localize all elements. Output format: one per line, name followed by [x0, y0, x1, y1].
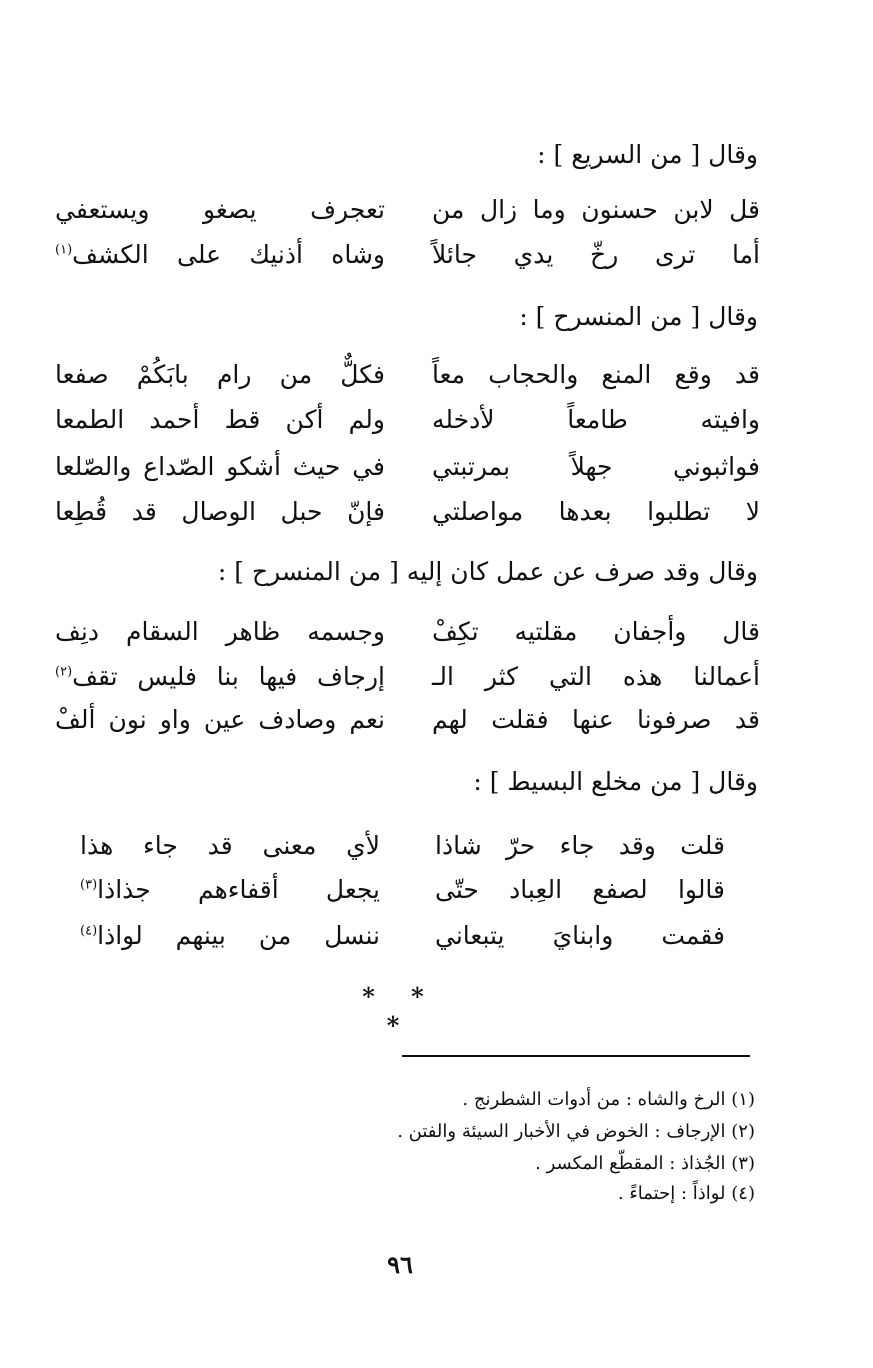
poem-intro: وقال [ من المنسرح ] :: [519, 302, 758, 331]
verse-line: [55, 355, 760, 395]
verse-line: [55, 190, 760, 230]
verse-second-hemistich: لأي معنى قد جاء هذا: [80, 831, 380, 860]
verse-first-hemistich: أعمالنا هذه التي كثر الـ: [432, 662, 760, 691]
verse-second-hemistich: في حيث أشكو الصّداع والصّلعا: [55, 452, 385, 481]
verse-first-hemistich: قالوا لصفع العِباد حتّى: [435, 875, 725, 904]
footnote: (١) الرخ والشاه : من أدوات الشطرنج .: [462, 1089, 755, 1110]
verse-first-hemistich: قلت وقد جاء حرّ شاذا: [435, 831, 725, 860]
verse-line: [55, 447, 760, 487]
footnote: (٣) الجُذاذ : المقطّع المكسر .: [535, 1153, 755, 1174]
verse-line: [55, 400, 760, 440]
verse-second-hemistich: نعم وصادف عين واو نون ألفْ: [55, 705, 385, 734]
poem-intro: وقال [ من السريع ] :: [537, 140, 758, 169]
verse-second-hemistich: فكلٌّ من رام بابَكُمْ صفعا: [55, 360, 385, 389]
footnote: (٢) الإرجاف : الخوض في الأخبار السيئة والفتن .: [397, 1121, 755, 1142]
footnote-divider: [402, 1055, 750, 1057]
verse-second-hemistich: تعجرف يصغو ويستعفي: [55, 195, 385, 224]
poem-intro: وقال وقد صرف عن عمل كان إليه [ من المنسرح ] :: [217, 557, 758, 586]
verse-second-hemistich: ولم أكن قط أحمد الطمعا: [55, 405, 385, 434]
footnote-marker: (٤): [80, 923, 98, 939]
verse-line: [55, 657, 760, 697]
poem-intro: وقال [ من مخلع البسيط ] :: [473, 767, 758, 796]
hemistich-text: إرجاف فيها بنا فليس تقف: [72, 662, 385, 691]
verse-line: [80, 870, 725, 910]
hemistich-text: يجعل أقفاءهم جذاذا: [97, 875, 380, 904]
hemistich-text: وشاه أذنيك على الكشف: [72, 240, 385, 269]
footnote-marker: (٢): [55, 664, 73, 680]
verse-line: [80, 826, 725, 866]
section-separator: * * *: [362, 982, 438, 1040]
verse-line: [80, 916, 725, 956]
page-number: ٩٦: [387, 1250, 413, 1279]
verse-line: [55, 235, 760, 275]
hemistich-text: ننسل من بينهم لواذا: [97, 921, 380, 950]
verse-first-hemistich: أما ترى رخّ يدي جائلاً: [432, 240, 760, 269]
footnote: (٤) لواذاً : إحتماءً .: [617, 1183, 755, 1204]
verse-second-hemistich: [80, 870, 380, 910]
verse-first-hemistich: لا تطلبوا بعدها مواصلتي: [432, 497, 760, 526]
verse-first-hemistich: قل لابن حسنون وما زال من: [432, 195, 760, 224]
verse-first-hemistich: قد وقع المنع والحجاب معاً: [432, 360, 760, 389]
verse-second-hemistich: [55, 235, 385, 275]
verse-first-hemistich: وافيته طامعاً لأدخله: [432, 405, 760, 434]
verse-first-hemistich: فقمت وابنايَ يتبعاني: [435, 921, 725, 950]
verse-second-hemistich: [55, 657, 385, 697]
verse-first-hemistich: قال وأجفان مقلتيه تكِفْ: [432, 617, 760, 646]
verse-first-hemistich: قد صرفونا عنها فقلت لهم: [432, 705, 760, 734]
verse-line: [55, 492, 760, 532]
verse-second-hemistich: فإنّ حبل الوصال قد قُطِعا: [55, 497, 385, 526]
verse-first-hemistich: فواثبوني جهلاً بمرتبتي: [432, 452, 760, 481]
footnote-marker: (٣): [80, 877, 98, 893]
verse-second-hemistich: وجسمه ظاهر السقام دنِف: [55, 617, 385, 646]
verse-second-hemistich: [80, 916, 380, 956]
verse-line: [55, 700, 760, 740]
footnote-marker: (١): [55, 242, 73, 258]
verse-line: [55, 612, 760, 652]
